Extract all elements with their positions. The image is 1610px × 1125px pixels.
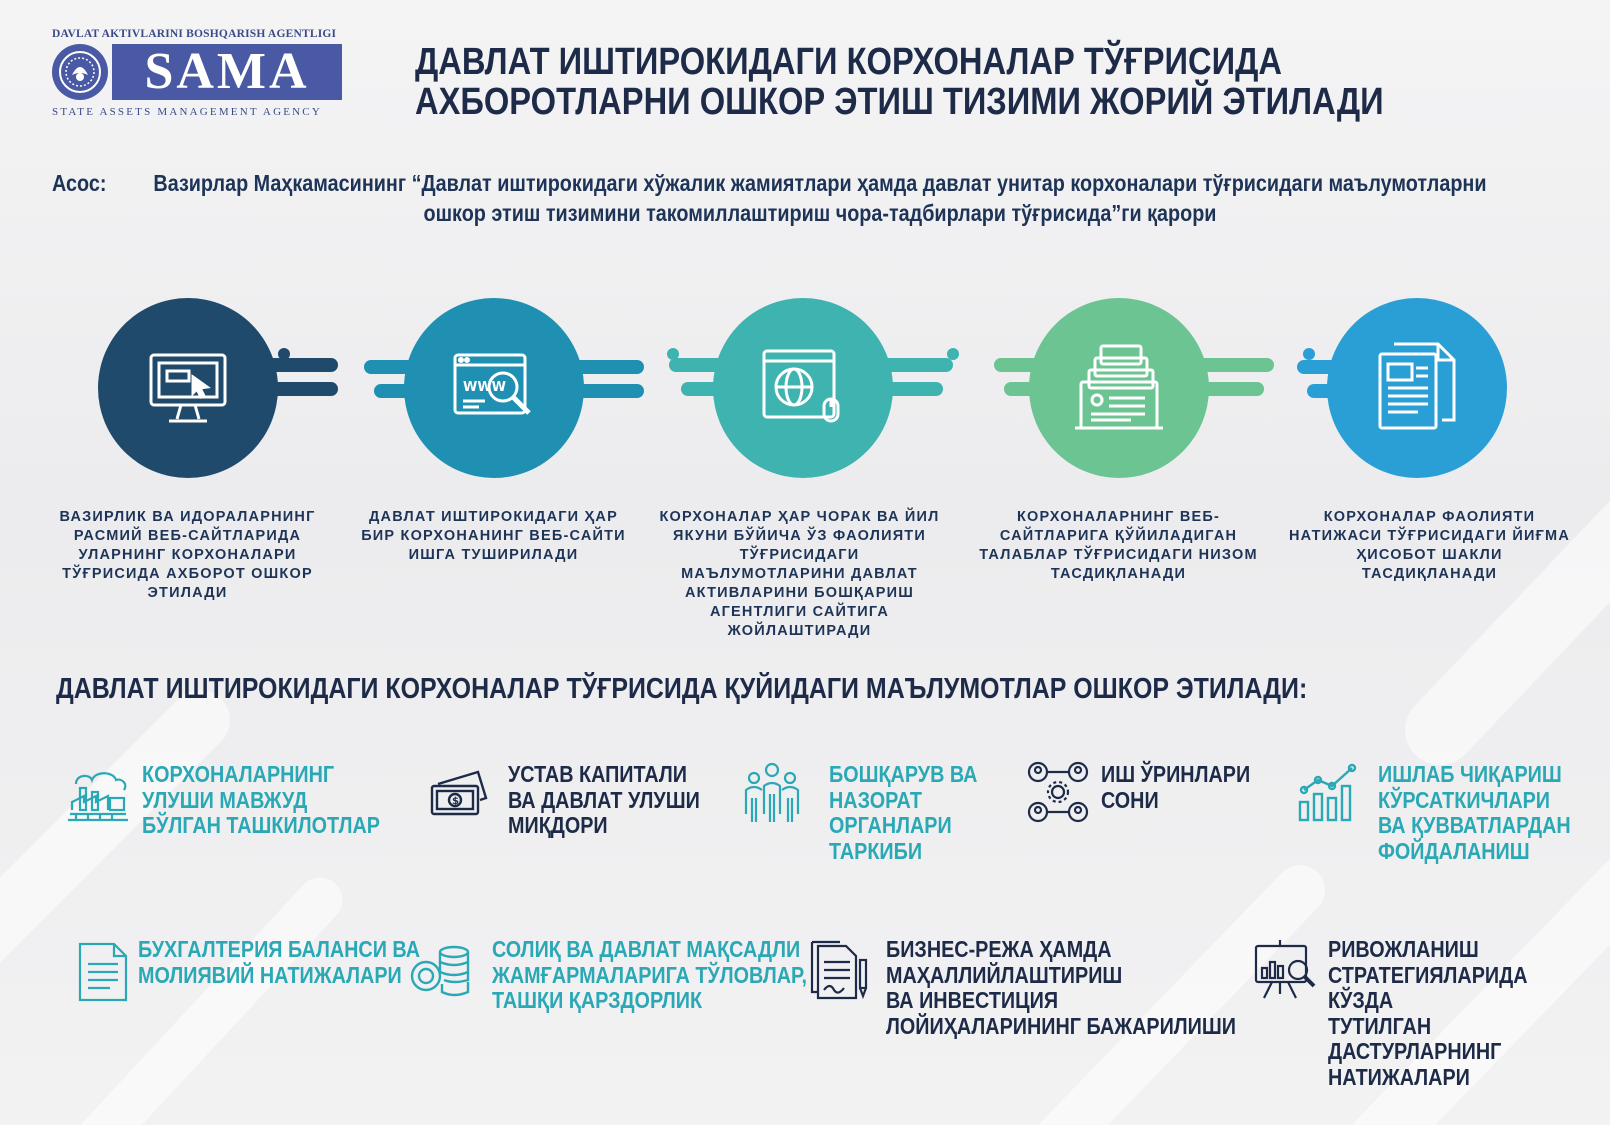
step-text-5: КОРХОНАЛАР ФАОЛИЯТИ НАТИЖАСИ ТЎҒРИСИДАГИ ЙИҒМА ҲИСОБОТ ШАКЛИ ТАСДИҚЛАНАДИ [1288, 509, 1570, 582]
logo-wordmark: SAMA [144, 43, 310, 100]
info-item-2: УСТАВ КАПИТАЛИ ВА ДАВЛАТ УЛУШИ МИҚДОРИ [508, 761, 700, 838]
info-item-4: ИШ ЎРИНЛАРИ СОНИ [1101, 761, 1251, 813]
step-text-4: КОРХОНАЛАРНИНГ ВЕБ-САЙТЛАРИГА ҚЎЙИЛАДИГАН ТАЛАБЛАР ТЎҒРИСИДАГИ НИЗОМ ТАСДИҚЛАНАДИ [979, 509, 1258, 582]
info-item-1: КОРХОНАЛАРНИНГ УЛУШИ МАВЖУД БЎЛГАН ТАШКИЛОТЛАР [142, 761, 380, 838]
balance-document-icon [72, 940, 136, 1004]
emblem-icon [52, 44, 108, 100]
section-title: ДАВЛАТ ИШТИРОКИДАГИ КОРХОНАЛАР ТЎҒРИСИДА ҚУЙИДАГИ МАЪЛУМОТЛАР ОШКОР ЭТИЛАДИ: [56, 673, 1308, 705]
info-item-3: БОШҚАРУВ ВА НАЗОРАТ ОРГАНЛАРИ ТАРКИБИ [829, 761, 978, 864]
basis-text: Вазирлар Маҳкамасининг “Давлат иштирокидаги хўжалик жамиятлари ҳамда давлат унитар корхоналари тўғрисидаги маълумотларни ошкор этиш тизимини такомиллаштириш чора-тадбирлари тўғрисида”ги қарори [153, 170, 1487, 226]
info-item-8: БИЗНЕС-РЕЖА ҲАМДА МАҲАЛЛИЙЛАШТИРИШ ВА ИНВЕСТИЦИЯ ЛОЙИҲАЛАРИНИНГ БАЖАРИЛИШИ [886, 936, 1237, 1039]
step-circle-1 [98, 298, 278, 478]
coins-icon [408, 940, 472, 1004]
page-title: ДАВЛАТ ИШТИРОКИДАГИ КОРХОНАЛАР ТЎҒРИСИДА АХБОРОТЛАРНИ ОШКОР ЭТИШ ТИЗИМИ ЖОРИЙ ЭТИЛАДИ [415, 41, 1384, 123]
step-text-1: ВАЗИРЛИК ВА ИДОРАЛАРНИНГ РАСМИЙ ВЕБ-САЙТЛАРИДА УЛАРНИНГ КОРХОНАЛАРИ ТЎҒРИСИДА АХБОРОТ ОШКОР ЭТИЛАДИ [59, 509, 316, 601]
step-text-3: КОРХОНАЛАР ҲАР ЧОРАК ВА ЙИЛ ЯКУНИ БЎЙИЧА ЎЗ ФАОЛИЯТИ ТЎҒРИСИДАГИ МАЪЛУМОТЛАРИНИ ДАВЛАТ АКТИВЛАРИНИ БОШҚАРИШ АГЕНТЛИГИ САЙТИГА ЖОЙЛАШТИРАДИ [659, 509, 940, 639]
www-search-icon [449, 343, 539, 433]
monitor-click-icon [143, 343, 233, 433]
globe-browser-icon [758, 343, 848, 433]
step-circle-5 [1327, 298, 1507, 478]
documents-icon [1372, 340, 1462, 436]
factory-icon [66, 762, 130, 826]
svg-text:WWW: WWW [463, 380, 507, 395]
card-stack-icon [1071, 340, 1167, 436]
step-circle-4 [1029, 298, 1209, 478]
info-item-6: БУХГАЛТЕРИЯ БАЛАНСИ ВА МОЛИЯВИЙ НАТИЖАЛАРИ [138, 936, 421, 988]
people-group-icon [740, 760, 804, 824]
logo-agency-english: STATE ASSETS MANAGEMENT AGENCY [52, 106, 322, 118]
logo-agency-name: DAVLAT AKTIVLARINI BOSHQARISH AGENTLIGI [52, 28, 337, 40]
team-network-icon [1026, 760, 1090, 824]
info-item-5: ИШЛАБ ЧИҚАРИШ КЎРСАТКИЧЛАРИ ВА ҚУВВАТЛАРДАН ФОЙДАЛАНИШ [1378, 761, 1571, 864]
step-text-2: ДАВЛАТ ИШТИРОКИДАГИ ҲАР БИР КОРХОНАНИНГ ВЕБ-САЙТИ ИШГА ТУШИРИЛАДИ [361, 509, 626, 563]
business-plan-icon [806, 938, 870, 1002]
step-circle-3 [713, 298, 893, 478]
info-item-7: СОЛИҚ ВА ДАВЛАТ МАҚСАДЛИ ЖАМҒАРМАЛАРИГА ТЎЛОВЛАР, ТАШҚИ ҚАРЗДОРЛИК [492, 936, 807, 1013]
basis-label: Асос: [52, 170, 107, 196]
step-circle-2 [404, 298, 584, 478]
growth-chart-icon [1296, 760, 1360, 824]
svg-text:$: $ [452, 796, 459, 807]
money-icon [428, 762, 492, 826]
sama-logo [52, 28, 350, 118]
strategy-board-icon [1252, 938, 1316, 1002]
info-item-9: РИВОЖЛАНИШ СТРАТЕГИЯЛАРИДА КЎЗДА ТУТИЛГАН ДАСТУРЛАРНИНГ НАТИЖАЛАРИ [1328, 936, 1528, 1090]
